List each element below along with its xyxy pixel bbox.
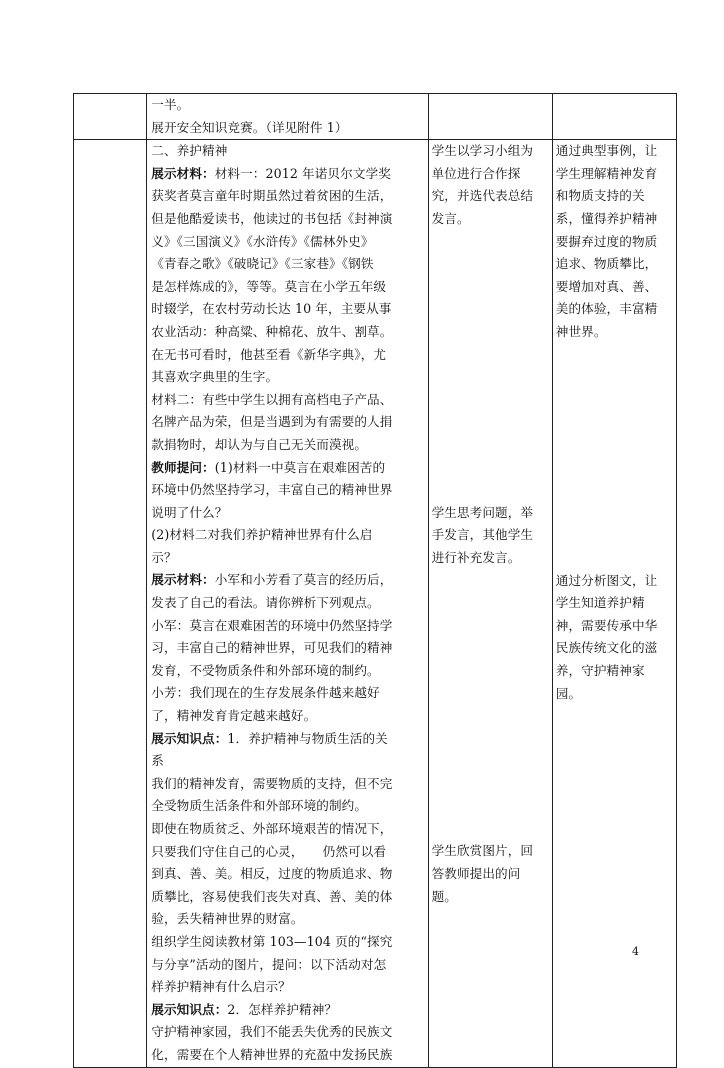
student-activity-cell (428, 140, 552, 1067)
text-line: 学生思考问题，举 (431, 504, 534, 520)
text-line (151, 479, 423, 502)
text-run: 化，需要在个人精神世界的充盈中发扬民族 (151, 1046, 393, 1062)
text-line (151, 841, 423, 864)
text-run: 发育，不受物质条件和外部环境的制约。 (151, 662, 380, 678)
text-run: 1．养护精神与物质生活的关 (227, 730, 388, 746)
text-line (151, 547, 423, 570)
text-run: 习，丰富自己的精神世界，可见我们的精神 (151, 640, 393, 656)
text-line (151, 569, 423, 592)
text-run: 即使在物质贫乏、外部环境艰苦的情况下， (151, 821, 393, 836)
text-line: 系，懂得养护精神 (555, 210, 658, 226)
stage-cell (74, 140, 147, 1067)
table-row (74, 140, 677, 1067)
text-run: 守护精神家园，我们不能丢失优秀的民族文 (151, 1024, 393, 1040)
text-run: 二、养护精神 (151, 143, 228, 159)
text-line (151, 773, 423, 796)
text-line: 手发言，其他学生 (431, 527, 534, 543)
text-line: 神世界。 (555, 323, 607, 339)
text-run: 其喜欢字典里的生字。 (151, 369, 279, 385)
text-line (151, 705, 423, 728)
text-line (151, 728, 423, 751)
design-intent-tradition (556, 570, 673, 706)
text-line: 美的体验，丰富精 (555, 301, 658, 317)
text-run: 小芳：我们现在的生存发展条件越来越好 (151, 685, 380, 701)
student-activity-group-work (432, 140, 549, 230)
page-number: 4 (632, 945, 639, 958)
text-line: 答教师提出的问 (431, 865, 521, 881)
text-run: 我们的精神发育，需要物质的支持，但不完 (151, 775, 393, 791)
text-run: (1)材料一中莫言在艰难困苦的 (214, 459, 386, 475)
text-run: 材料一：2012 年诺贝尔文学奖 (214, 165, 391, 181)
bold-label: 展示材料： (151, 572, 215, 588)
text-line (151, 795, 423, 818)
text-line (151, 366, 423, 389)
text-line (151, 524, 423, 547)
text-run: 环境中仍然坚持学习，丰富自己的精神世界 (151, 482, 393, 498)
text-line (151, 637, 423, 660)
text-line (151, 253, 423, 276)
text-run: 到真、善、美。相反，过度的物质追求、物 (151, 866, 393, 882)
text-run: 材料二：有些中学生以拥有高档电子产品、 (151, 391, 393, 407)
text-line: 要摒弃过度的物质 (555, 233, 658, 249)
design-intent-cell (552, 140, 676, 1067)
text-line: 学生以学习小组为 (431, 143, 534, 159)
text-line: 究，并选代表总结 (431, 188, 534, 204)
text-line (151, 660, 423, 683)
text-line (151, 502, 423, 525)
text-line: 学生理解精神发育 (555, 165, 658, 181)
text-line (151, 908, 423, 931)
bold-label: 展示知识点： (151, 1001, 228, 1017)
text-line (151, 231, 423, 254)
text-line: 和物质支持的关 (555, 188, 645, 204)
text-line (151, 208, 423, 231)
text-run: 2．怎样养护精神？ (227, 1001, 338, 1017)
text-run: 名牌产品为荣，但是当遇到为有需要的人捐 (151, 414, 393, 430)
student-activity-cell (428, 94, 552, 140)
text-run: 义》《三国演义》《水浒传》《儒林外史》 (151, 233, 374, 249)
text-run: 与分享”活动的图片，提问：以下活动对怎 (151, 956, 387, 972)
design-intent-cell (552, 94, 676, 140)
text-line: 要增加对真、善、 (555, 278, 658, 294)
text-run: 在无书可看时，他甚至看《新华字典》，尤 (151, 346, 387, 362)
text-run: 质攀比，容易使我们丧失对真、善、美的体 (151, 888, 393, 904)
text-run: 发表了自己的看法。请你辨析下列观点。 (151, 595, 380, 611)
text-line: 题。 (431, 888, 457, 904)
text-line: 追求、物质攀比， (555, 256, 658, 272)
text-line: 进行补充发言。 (431, 549, 521, 565)
text-line (151, 457, 423, 480)
text-line: 展开安全知识竞赛。（详见附件 1） (151, 119, 348, 135)
text-run: 说明了什么？ (151, 504, 228, 520)
table-row (74, 94, 677, 140)
text-run: 全受物质生活条件和外部环境的制约。 (151, 798, 368, 814)
text-line: 通过分析图文，让 (555, 572, 658, 588)
text-line (151, 615, 423, 638)
text-line (151, 750, 423, 773)
text-line (151, 886, 423, 909)
text-line: 园。 (555, 685, 582, 701)
text-line (151, 434, 423, 457)
text-run: 时辍学，在农村劳动长达 10 年，主要从事 (151, 301, 392, 317)
text-line (151, 954, 423, 977)
bold-label: 展示知识点： (151, 730, 228, 746)
text-run: 是怎样炼成的》，等等。莫言在小学五年级 (151, 278, 387, 294)
text-line: 一半。 (151, 97, 190, 112)
text-run: 系 (151, 753, 164, 769)
text-run: 组织学生阅读教材第 103—104 页的“探究 (151, 933, 393, 949)
bold-label: 教师提问： (151, 459, 215, 475)
text-run: (2)材料二对我们养护精神世界有什么启 (151, 527, 373, 543)
text-run: 样养护精神有什么启示？ (151, 979, 291, 995)
text-run: 但是他酷爱读书，他读过的书包括《封神演 (151, 210, 393, 226)
text-run: 获奖者莫言童年时期虽然过着贫困的生活， (151, 188, 393, 204)
text-line (151, 344, 423, 367)
text-line (151, 321, 423, 344)
lesson-plan-table (73, 93, 677, 1068)
text-line (151, 1044, 423, 1067)
teacher-activity-cell (147, 94, 428, 140)
text-line (151, 389, 423, 412)
text-line (151, 298, 423, 321)
text-run: 小军和小芳看了莫言的经历后， (214, 572, 393, 588)
text-run: 小军：莫言在艰难困苦的环境中仍然坚持学 (151, 617, 393, 633)
text-run: 《青春之歌》《破晓记》《三家巷》《钢铁 (151, 256, 374, 272)
text-line: 养，守护精神家 (555, 662, 645, 678)
text-line (151, 682, 423, 705)
text-line (151, 140, 423, 163)
text-line: 单位进行合作探 (431, 165, 521, 181)
text-line: 民族传统文化的滋 (555, 640, 658, 656)
student-activity-images (432, 840, 549, 908)
student-activity-discussion (432, 502, 549, 570)
text-run: 只要我们守住自己的心灵， 仍然可以看 (151, 843, 387, 859)
text-run: 了，精神发育肯定越来越好。 (151, 708, 317, 724)
text-line (151, 592, 423, 615)
text-run: 农业活动：种高粱、种棉花、放牛、割草。 (151, 323, 393, 339)
text-line: 发言。 (431, 210, 470, 226)
text-line: 神，需要传承中华 (555, 617, 658, 633)
text-line (151, 999, 423, 1022)
text-line: 通过典型事例，让 (555, 143, 658, 159)
text-run: 示？ (151, 549, 177, 565)
design-intent-material-support (556, 140, 673, 343)
text-line (151, 863, 423, 886)
text-run: 验，丢失精神世界的财富。 (151, 911, 304, 927)
teacher-activity-cell (147, 140, 428, 1067)
text-run: 款捐物时，却认为与自己无关而漠视。 (151, 436, 368, 452)
text-line (151, 276, 423, 299)
text-line (151, 818, 423, 841)
text-line (151, 1021, 423, 1044)
text-line (151, 931, 423, 954)
text-line (151, 185, 423, 208)
bold-label: 展示材料： (151, 165, 215, 181)
text-line: 学生欣赏图片，回 (431, 843, 534, 859)
text-line: 学生知道养护精 (555, 595, 645, 611)
text-line (151, 163, 423, 186)
text-line (151, 411, 423, 434)
stage-cell (74, 94, 147, 140)
text-line (151, 976, 423, 999)
